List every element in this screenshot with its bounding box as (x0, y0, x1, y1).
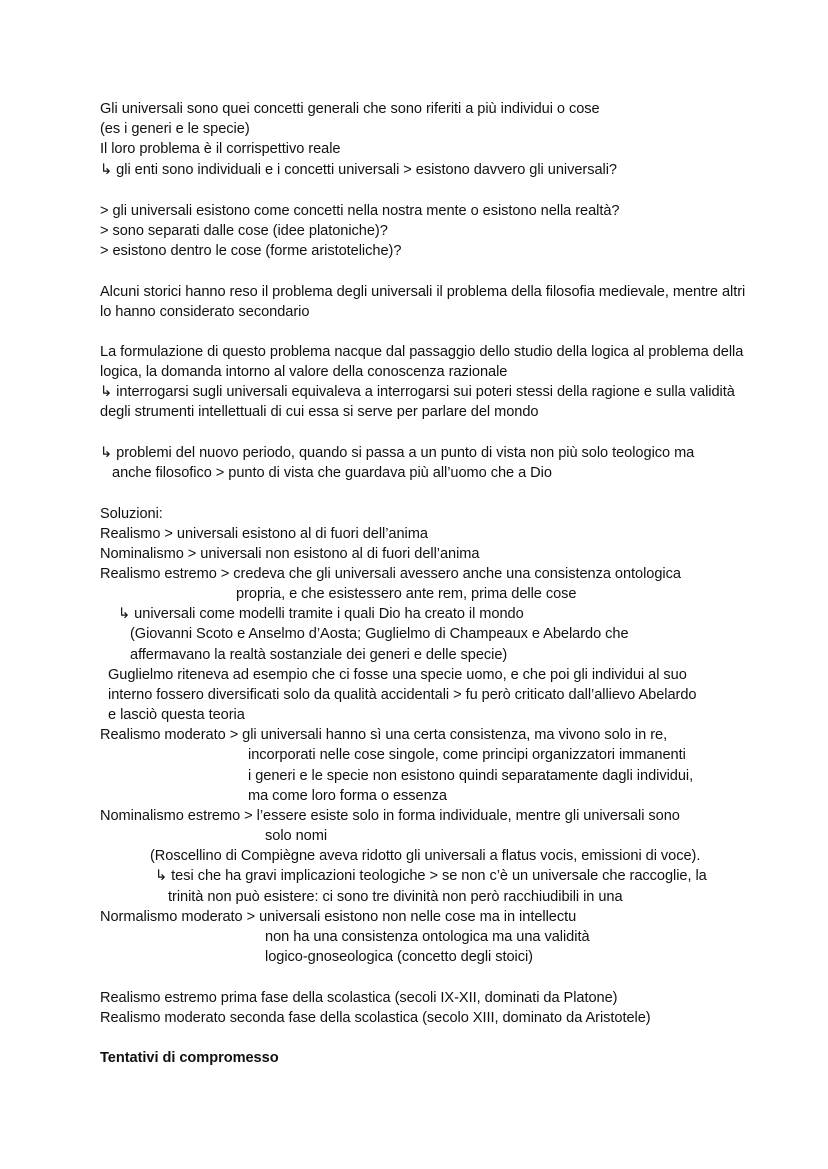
text-line: logica, la domanda intorno al valore della conoscenza razionale (100, 364, 508, 380)
text-line: propria, e che esistessero ante rem, prima delle cose (236, 586, 577, 602)
text-line: (Giovanni Scoto e Anselmo d’Aosta; Guglielmo di Champeaux e Abelardo che (130, 626, 629, 642)
text-line: ↳ gli enti sono individuali e i concetti universali > esistono davvero gli universali? (100, 162, 617, 178)
text-line: trinità non può esistere: ci sono tre divinità non però racchiudibili in una (168, 889, 623, 905)
text-line: Realismo moderato seconda fase della scolastica (secolo XIII, dominato da Aristotele) (100, 1010, 651, 1026)
text-line: (Roscellino di Compiègne aveva ridotto gli universali a flatus vocis, emissioni di voce). (150, 848, 701, 864)
text-line: > sono separati dalle cose (idee platoniche)? (100, 223, 388, 239)
text-line: anche filosofico > punto di vista che guardava più all’uomo che a Dio (112, 465, 552, 481)
text-line: Nominalismo estremo > l’essere esiste solo in forma individuale, mentre gli universali sono (100, 808, 680, 824)
text-line: logico-gnoseologica (concetto degli stoici) (265, 949, 533, 965)
text-line: Soluzioni: (100, 506, 163, 522)
text-line: Realismo moderato > gli universali hanno sì una certa consistenza, ma vivono solo in re, (100, 727, 668, 743)
text-line: solo nomi (265, 828, 328, 844)
text-line: ma come loro forma o essenza (248, 788, 447, 804)
text-line: Realismo > universali esistono al di fuori dell’anima (100, 526, 428, 542)
section-heading: Tentativi di compromesso (100, 1050, 279, 1066)
text-line: Realismo estremo prima fase della scolastica (secoli IX-XII, dominati da Platone) (100, 990, 618, 1006)
text-line: lo hanno considerato secondario (100, 304, 310, 320)
text-line: > gli universali esistono come concetti nella nostra mente o esistono nella realtà? (100, 203, 620, 219)
text-line: Nominalismo > universali non esistono al di fuori dell’anima (100, 546, 480, 562)
text-line: ↳ universali come modelli tramite i quali Dio ha creato il mondo (118, 606, 524, 622)
text-line: Normalismo moderato > universali esistono non nelle cose ma in intellectu (100, 909, 577, 925)
text-line: Alcuni storici hanno reso il problema degli universali il problema della filosofia medievale, mentre altri (100, 284, 746, 300)
text-line: Gli universali sono quei concetti generali che sono riferiti a più individui o cose (100, 101, 600, 117)
text-line: Realismo estremo > credeva che gli universali avessero anche una consistenza ontologica (100, 566, 681, 582)
text-line: affermavano la realtà sostanziale dei generi e delle specie) (130, 647, 508, 663)
text-line: La formulazione di questo problema nacque dal passaggio dello studio della logica al problema della (100, 344, 744, 360)
text-line: non ha una consistenza ontologica ma una validità (265, 929, 590, 945)
text-line: Il loro problema è il corrispettivo reale (100, 141, 341, 157)
text-line: (es i generi e le specie) (100, 121, 250, 137)
text-line: ↳ interrogarsi sugli universali equivaleva a interrogarsi sui poteri stessi della ragione e sulla validità (100, 384, 735, 400)
text-line: ↳ problemi del nuovo periodo, quando si passa a un punto di vista non più solo teologico ma (100, 445, 695, 461)
text-line: i generi e le specie non esistono quindi separatamente dagli individui, (248, 768, 694, 784)
text-line: > esistono dentro le cose (forme aristoteliche)? (100, 243, 402, 259)
text-line: incorporati nelle cose singole, come principi organizzatori immanenti (248, 747, 686, 763)
text-line: interno fossero diversificati solo da qualità accidentali > fu però criticato dall’allievo Abelardo (108, 687, 697, 703)
text-line: e lasciò questa teoria (108, 707, 245, 723)
text-line: ↳ tesi che ha gravi implicazioni teologiche > se non c’è un universale che raccoglie, la (155, 868, 707, 884)
text-line: degli strumenti intellettuali di cui essa si serve per parlare del mondo (100, 404, 539, 420)
text-line: Guglielmo riteneva ad esempio che ci fosse una specie uomo, e che poi gli individui al suo (108, 667, 687, 683)
